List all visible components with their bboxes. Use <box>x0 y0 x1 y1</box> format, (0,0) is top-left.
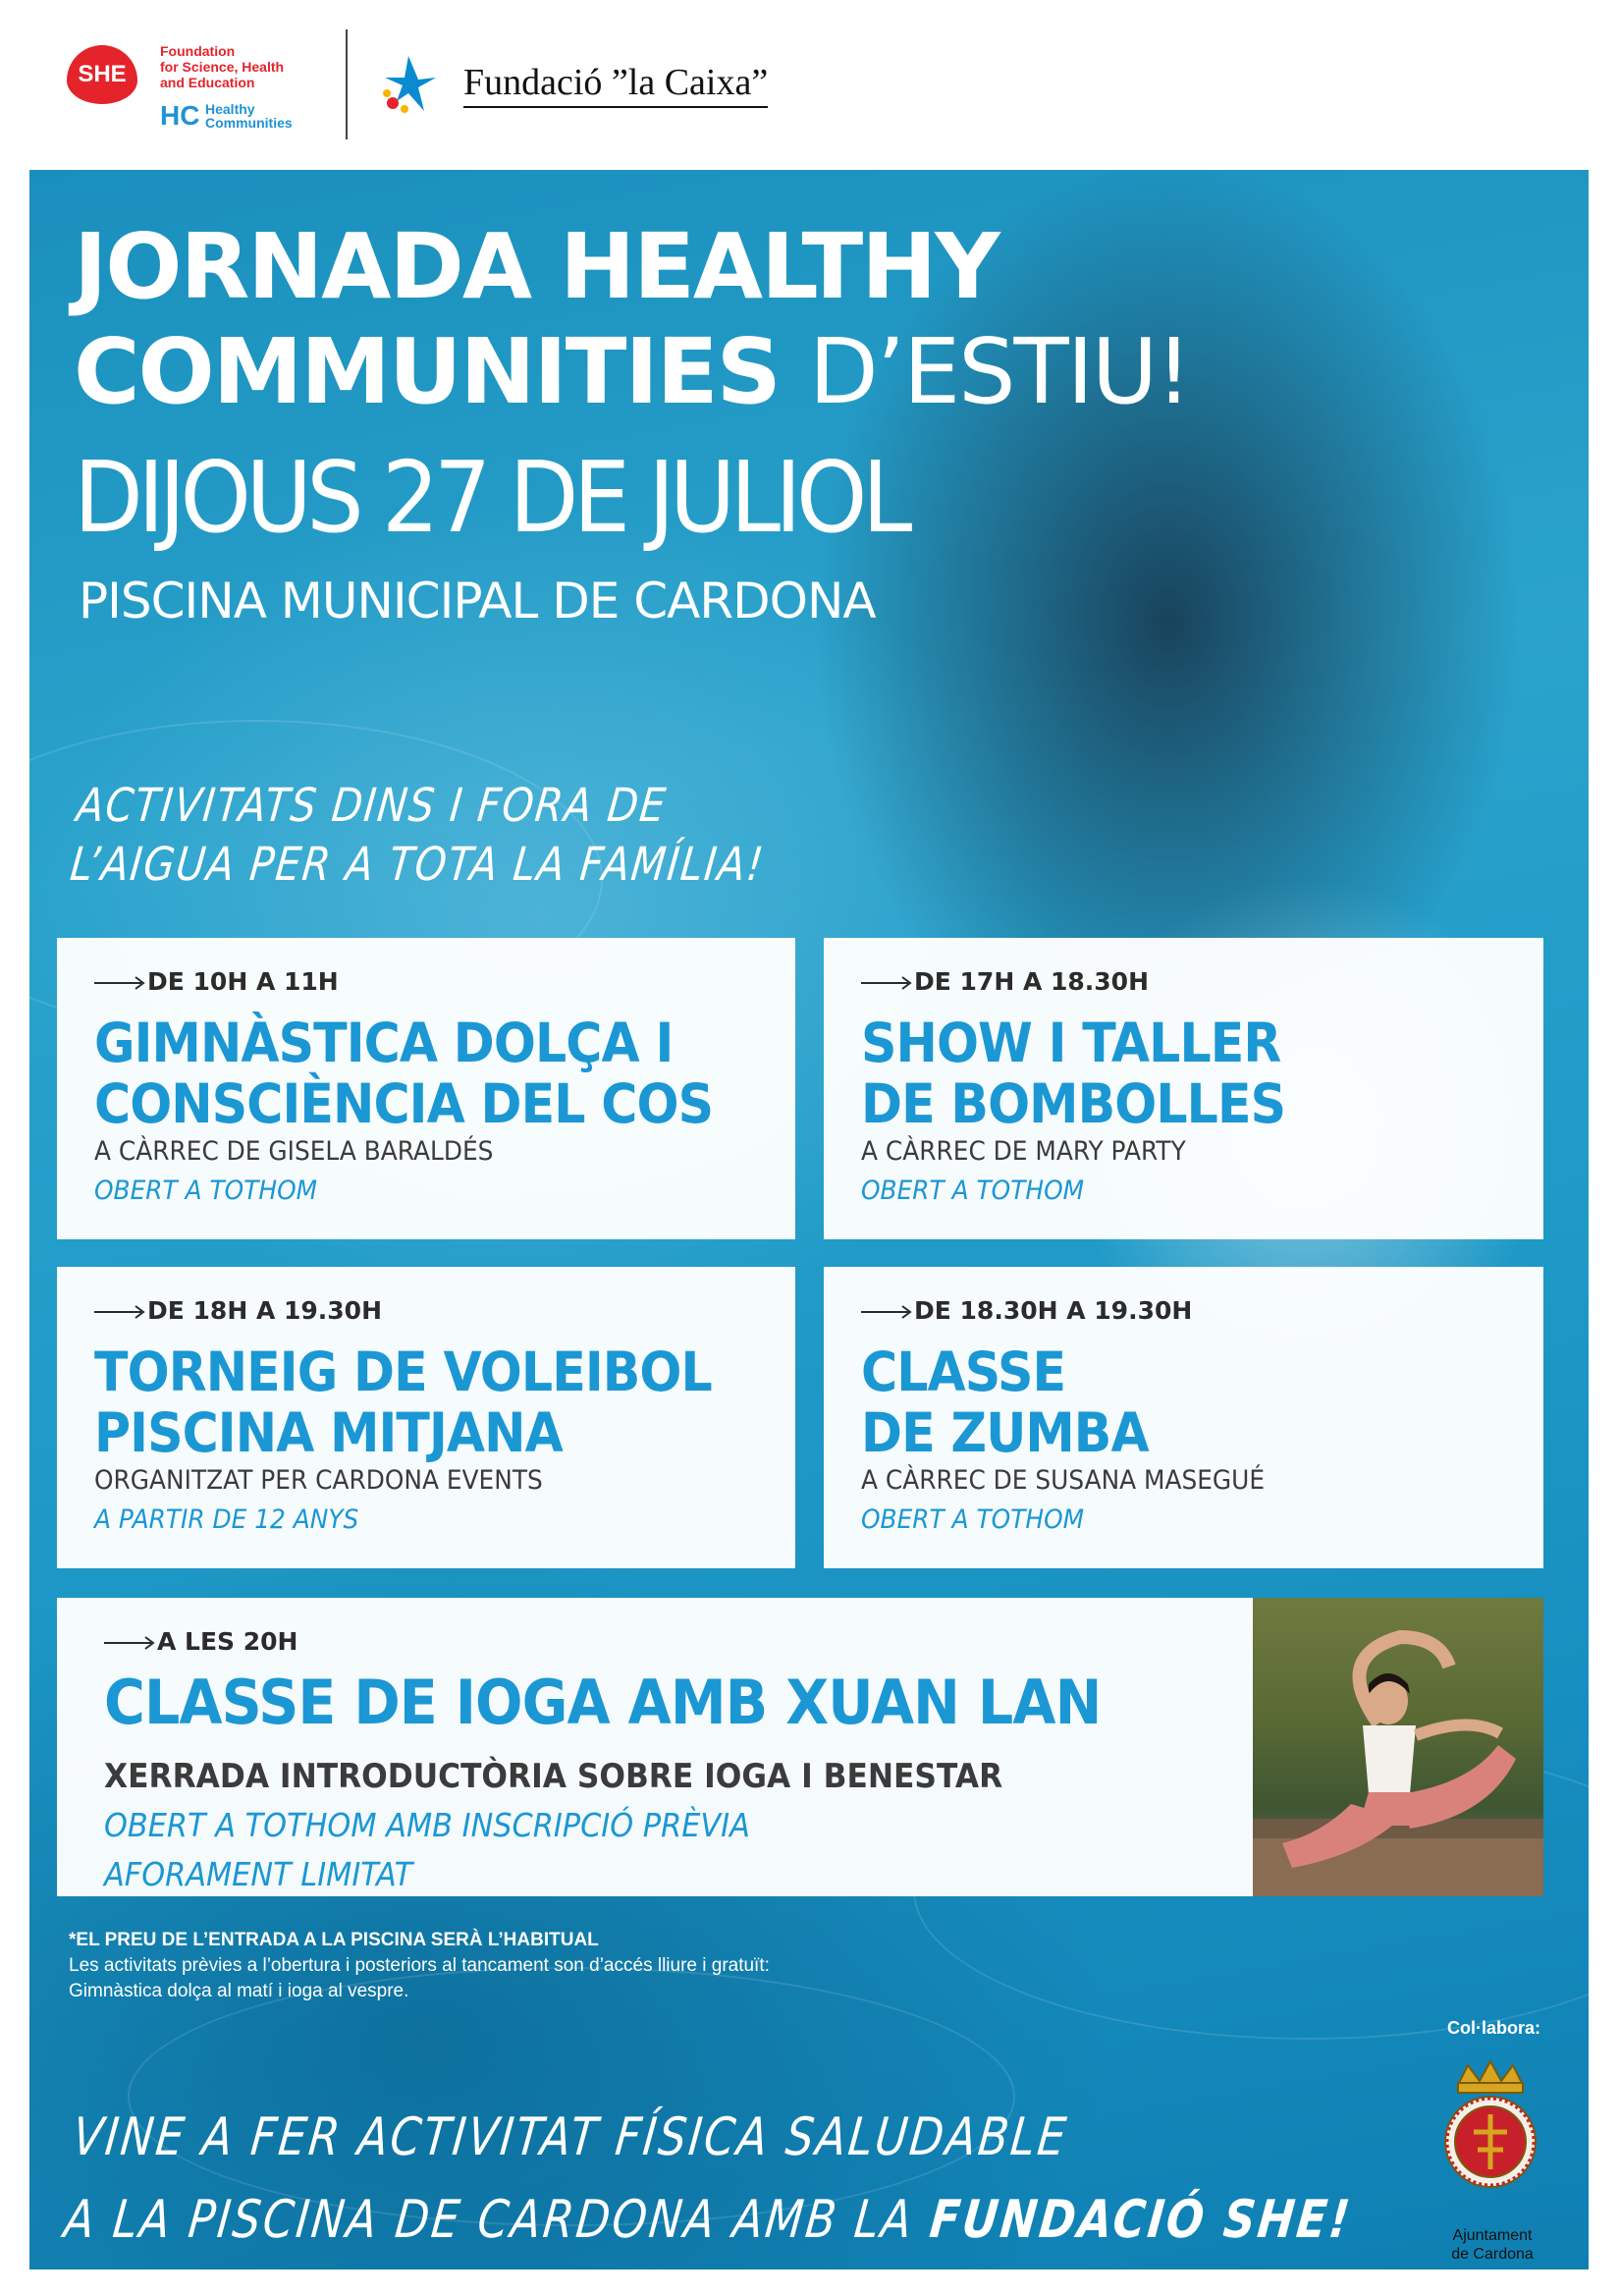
activity-name <box>861 1341 1149 1463</box>
activity-name-line: GIMNÀSTICA DOLÇA I <box>94 1011 674 1074</box>
activity-card <box>824 938 1543 1239</box>
cardona-crest-icon <box>1438 2055 1542 2252</box>
hc-tagline-line: Communities <box>205 115 293 131</box>
collaborator-label: Col·labora: <box>1447 2018 1541 2038</box>
she-tagline-line: for Science, Health <box>160 59 285 75</box>
pricing-fineprint <box>69 1928 770 2004</box>
activity-note: OBERT A TOTHOM <box>861 1175 1085 1206</box>
logo-divider <box>346 29 348 139</box>
activity-name <box>94 1341 712 1463</box>
title-word: JORNADA <box>74 214 561 319</box>
activity-note: OBERT A TOTHOM AMB INSCRIPCIÓ PRÈVIA <box>104 1806 750 1844</box>
fineprint-line: Gimnàstica dolça al matí i ioga al vespre. <box>69 1981 409 2001</box>
activity-host: A CÀRREC DE MARY PARTY <box>861 1136 1186 1167</box>
activity-note: OBERT A TOTHOM <box>861 1504 1085 1535</box>
activity-time <box>861 967 1149 996</box>
collaborator-name-line: de Cardona <box>1451 2246 1534 2263</box>
activity-time <box>94 1296 382 1325</box>
caixa-star-icon <box>379 54 438 115</box>
tagline-line: L’AIGUA PER A TOTA LA FAMÍLIA! <box>68 838 768 892</box>
tagline-line: ACTIVITATS DINS I FORA DE <box>74 779 670 833</box>
arrow-right-icon <box>94 1304 145 1320</box>
activity-card <box>57 938 795 1239</box>
activity-name-line: PISCINA MITJANA <box>94 1401 563 1464</box>
closing-line <box>60 2179 1356 2262</box>
activity-host: A CÀRREC DE SUSANA MASEGUÉ <box>861 1465 1266 1496</box>
collaborator-name-line: Ajuntament <box>1452 2227 1533 2244</box>
activity-note: OBERT A TOTHOM <box>94 1175 318 1206</box>
title-word: COMMUNITIES <box>74 319 809 424</box>
yoga-pose-illustration <box>1253 1598 1543 1896</box>
header-logos <box>0 0 1620 167</box>
closing-text: A LA PISCINA DE CARDONA AMB LA <box>61 2190 934 2250</box>
arrow-right-icon <box>861 975 912 991</box>
activity-time-text: DE 18.30H A 19.30H <box>914 1296 1193 1325</box>
title-word: D’ESTIU! <box>808 319 1191 424</box>
featured-activity-card <box>57 1598 1253 1896</box>
activity-time-text: DE 17H A 18.30H <box>914 967 1150 996</box>
she-logo: SHE <box>67 45 137 104</box>
activity-note: A PARTIR DE 12 ANYS <box>94 1504 359 1535</box>
activity-name-line: CONSCIÈNCIA DEL COS <box>94 1072 714 1135</box>
closing-highlight: FUNDACIÓ SHE! <box>927 2190 1355 2250</box>
activity-host: A CÀRREC DE GISELA BARALDÉS <box>94 1136 494 1167</box>
title-word: HEALTHY <box>560 214 999 319</box>
she-tagline-line: and Education <box>160 75 255 90</box>
activity-name-line: TORNEIG DE VOLEIBOL <box>94 1340 712 1403</box>
closing-message <box>60 2097 1365 2262</box>
activity-name-line: DE ZUMBA <box>861 1401 1149 1464</box>
activity-time <box>104 1627 297 1656</box>
activity-name <box>861 1012 1285 1134</box>
collaborator-name <box>1433 2226 1551 2264</box>
she-tagline-line: Foundation <box>160 43 236 59</box>
activity-time-text: A LES 20H <box>157 1627 298 1656</box>
activity-time-text: DE 10H A 11H <box>147 967 339 996</box>
event-title-line1 <box>74 214 999 319</box>
event-poster <box>29 170 1589 2269</box>
activity-card <box>57 1267 795 1568</box>
fineprint-line: Les activitats prèvies a l’obertura i posteriors al tancament son d’accés lliure i gratuït: <box>69 1955 770 1976</box>
arrow-right-icon <box>94 975 145 991</box>
activity-time <box>861 1296 1192 1325</box>
activity-name <box>94 1012 713 1134</box>
arrow-right-icon <box>104 1635 155 1651</box>
activity-note: AFORAMENT LIMITAT <box>104 1855 413 1893</box>
yoga-instructor-photo <box>1253 1598 1543 1896</box>
caixa-logo-text: Fundació ”la Caixa” <box>463 61 768 108</box>
activity-time-text: DE 18H A 19.30H <box>147 1296 383 1325</box>
activity-name-line: CLASSE <box>861 1340 1066 1403</box>
hc-tagline-line: Healthy <box>205 101 255 117</box>
hc-tagline <box>205 102 293 130</box>
activity-host: ORGANITZAT PER CARDONA EVENTS <box>94 1465 543 1496</box>
event-title-line2 <box>74 319 1190 424</box>
she-tagline <box>160 43 284 90</box>
activity-name: CLASSE DE IOGA AMB XUAN LAN <box>104 1667 1102 1738</box>
event-tagline <box>68 777 774 895</box>
hc-logo: HC <box>160 100 200 131</box>
closing-line: VINE A FER ACTIVITAT FÍSICA SALUDABLE <box>70 2107 1071 2167</box>
event-venue: PISCINA MUNICIPAL DE CARDONA <box>79 573 876 629</box>
arrow-right-icon <box>861 1304 912 1320</box>
event-date: DIJOUS 27 DE JULIOL <box>74 440 907 555</box>
fineprint-line: *EL PREU DE L’ENTRADA A LA PISCINA SERÀ L’HABITUAL <box>69 1930 599 1950</box>
activity-subtitle: XERRADA INTRODUCTÒRIA SOBRE IOGA I BENESTAR <box>104 1757 1003 1796</box>
activity-name-line: DE BOMBOLLES <box>861 1072 1286 1135</box>
activity-card <box>824 1267 1543 1568</box>
activity-time <box>94 967 339 996</box>
activity-name-line: SHOW I TALLER <box>861 1011 1281 1074</box>
